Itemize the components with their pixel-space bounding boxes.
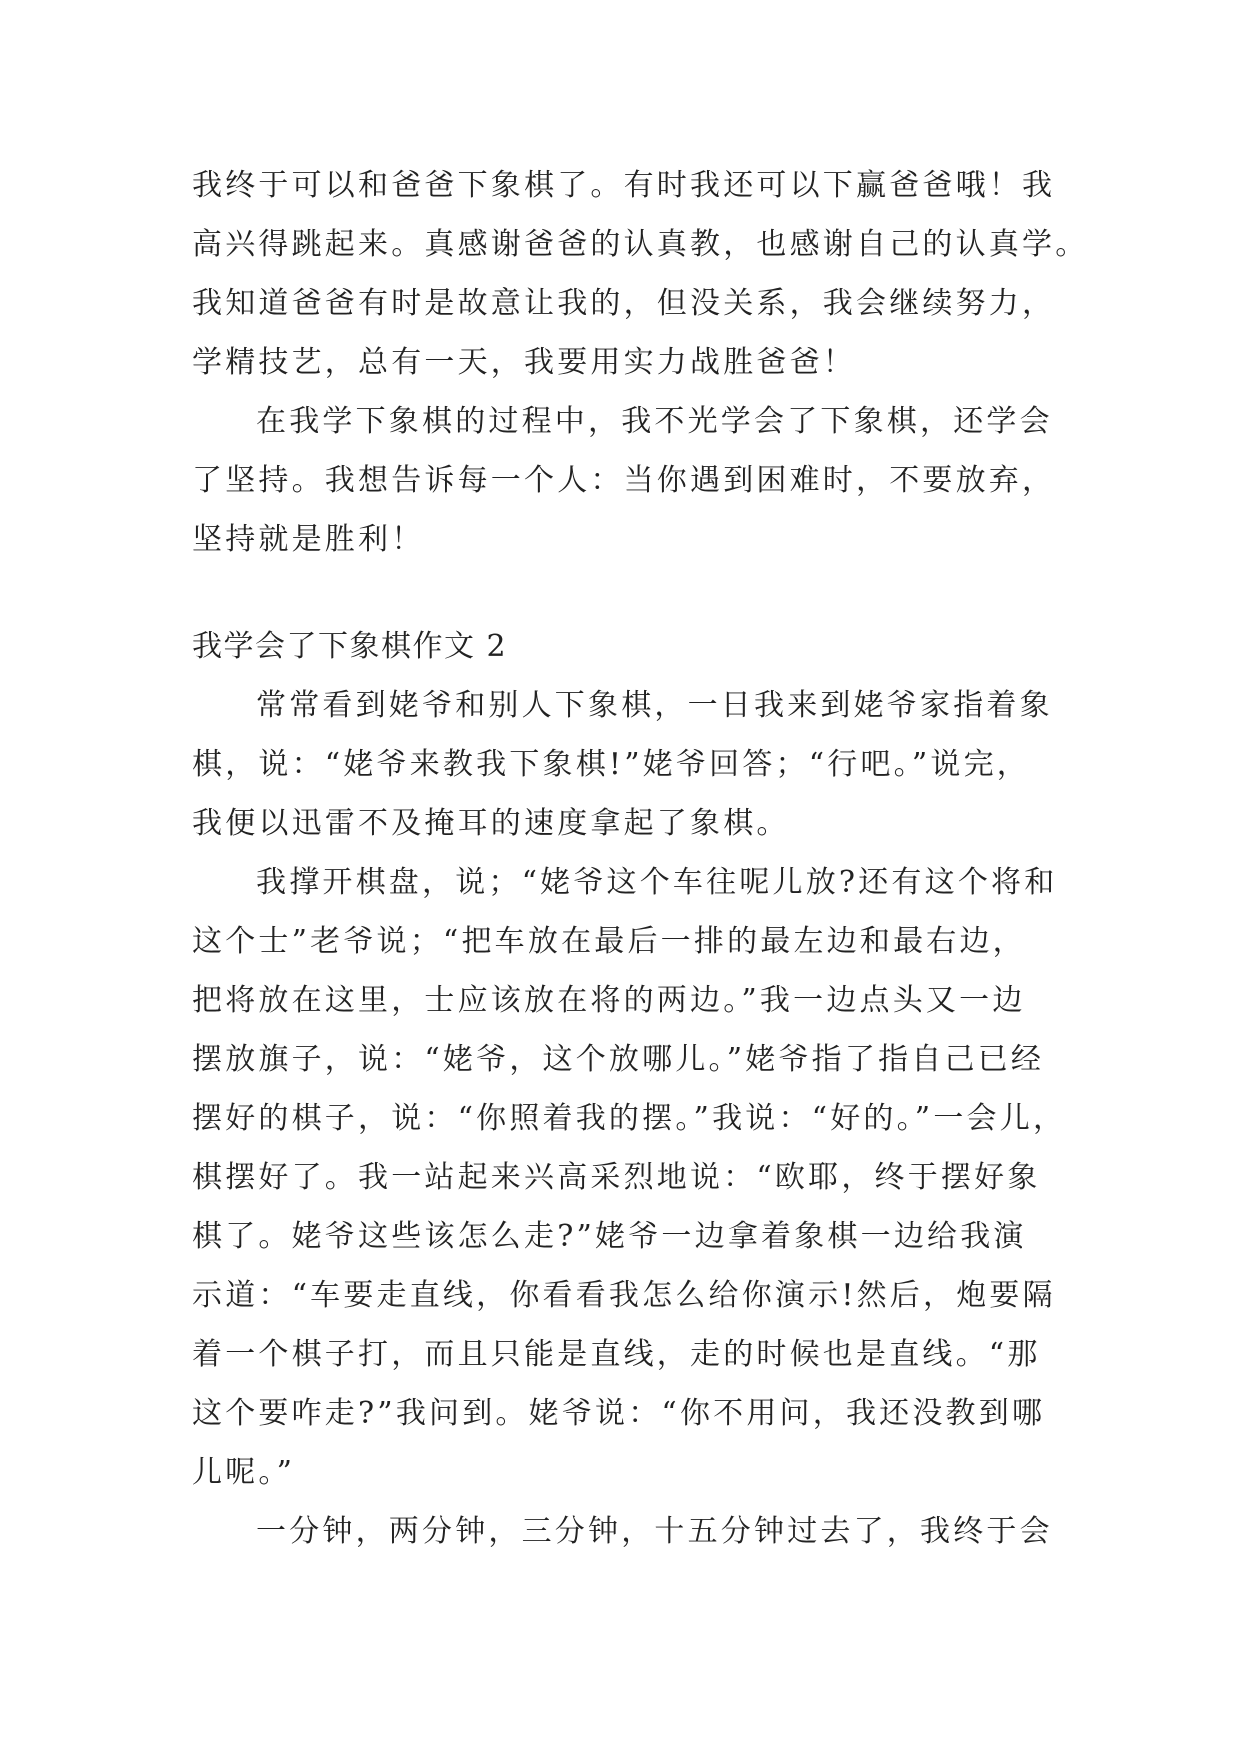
text-line: 把将放在这里，士应该放在将的两边。”我一边点头又一边 bbox=[192, 983, 1026, 1018]
text-line: 摆放旗子，说：“姥爷，这个放哪儿。”姥爷指了指自己已经 bbox=[192, 1042, 1045, 1077]
text-line: 我便以迅雷不及掩耳的速度拿起了象棋。 bbox=[192, 806, 790, 841]
text-line: 棋了。姥爷这些该怎么走?”姥爷一边拿着象棋一边给我演 bbox=[192, 1219, 1027, 1254]
text-line: 这个要咋走?”我问到。姥爷说：“你不用问，我还没教到哪 bbox=[192, 1396, 1046, 1431]
paragraph-first-line: 常常看到姥爷和别人下象棋，一日我来到姥爷家指着象 bbox=[256, 688, 1053, 723]
text-line: 摆好的棋子，说：“你照着我的摆。”我说：“好的。”一会儿， bbox=[192, 1101, 1067, 1136]
paragraph-first-line: 我撑开棋盘，说；“姥爷这个车往呢儿放?还有这个将和 bbox=[256, 865, 1058, 900]
text-line: 示道：“车要走直线，你看看我怎么给你演示!然后，炮要隔 bbox=[192, 1278, 1056, 1313]
text-line: 高兴得跳起来。真感谢爸爸的认真教，也感谢自己的认真学。 bbox=[192, 227, 1089, 262]
text-line: 我知道爸爸有时是故意让我的，但没关系，我会继续努力， bbox=[192, 286, 1056, 321]
paragraph-first-line: 在我学下象棋的过程中，我不光学会了下象棋，还学会 bbox=[256, 404, 1053, 439]
text-line: 学精技艺，总有一天，我要用实力战胜爸爸！ bbox=[192, 345, 856, 380]
text-line: 我终于可以和爸爸下象棋了。有时我还可以下赢爸爸哦！我 bbox=[192, 168, 1056, 203]
text-line: 棋摆好了。我一站起来兴高采烈地说：“欧耶，终于摆好象 bbox=[192, 1160, 1041, 1195]
text-line: 这个士”老爷说；“把车放在最后一排的最左边和最右边， bbox=[192, 924, 1026, 959]
section-heading: 我学会了下象棋作文 2 bbox=[192, 629, 508, 664]
text-line: 着一个棋子打，而且只能是直线，走的时候也是直线。“那 bbox=[192, 1337, 1041, 1372]
text-line: 坚持就是胜利！ bbox=[192, 522, 425, 557]
text-line: 了坚持。我想告诉每一个人：当你遇到困难时，不要放弃， bbox=[192, 463, 1056, 498]
paragraph-first-line: 一分钟，两分钟，三分钟，十五分钟过去了，我终于会 bbox=[256, 1514, 1053, 1549]
text-line: 棋，说：“姥爷来教我下象棋!”姥爷回答；“行吧。”说完， bbox=[192, 747, 1031, 782]
text-line: 儿呢。” bbox=[192, 1455, 296, 1490]
